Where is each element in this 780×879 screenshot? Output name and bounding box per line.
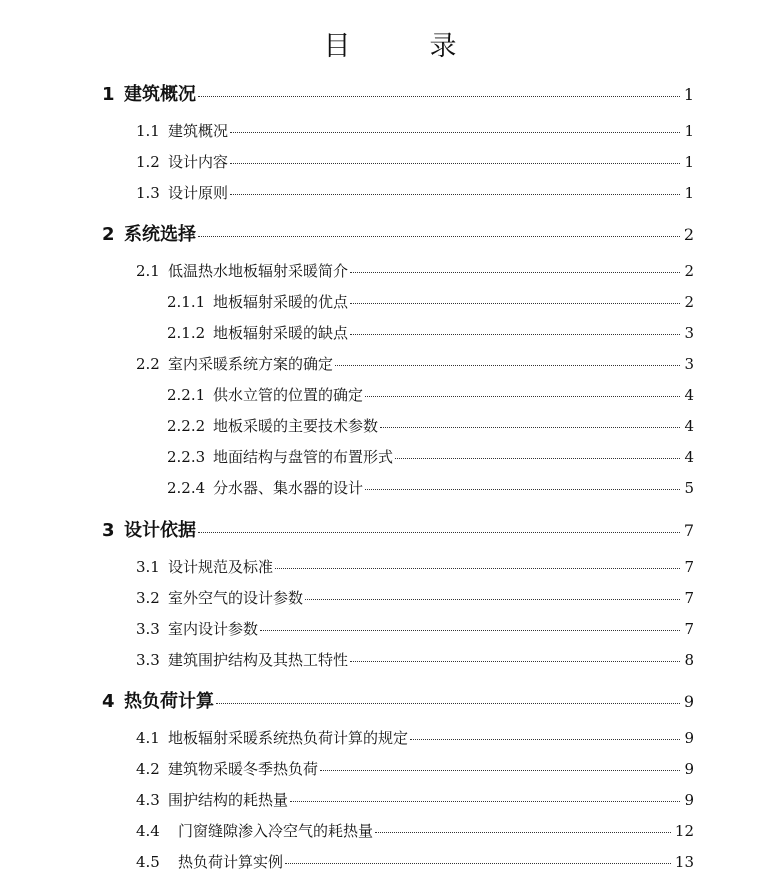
toc-number: 2.1 [136,262,160,280]
dot-leader [410,738,680,740]
toc-number: 2.2 [136,355,160,373]
toc-entry-3-1[interactable] [136,556,694,577]
dot-leader [320,769,680,771]
toc-page-number: 9 [684,791,694,809]
toc-page-number: 3 [684,355,694,373]
toc-number: 2.2.4 [167,479,206,497]
toc-title: 系统选择 [124,224,196,245]
toc-number: 2.1.2 [167,324,206,342]
toc-page-number: 1 [683,85,694,104]
toc-page-number: 2 [684,262,694,280]
toc-number: 2.1.1 [167,293,206,311]
toc-entry-4[interactable] [102,687,694,713]
toc-entry-2-1-1[interactable] [167,291,694,312]
toc-entry-3-3[interactable] [136,618,694,639]
dot-leader [350,271,680,273]
toc-number: 3.2 [136,589,160,607]
dot-leader [285,862,671,864]
toc-number: 2.2.1 [167,386,206,404]
toc-title: 低温热水地板辐射采暖简介 [168,262,349,280]
toc-number: 2.2.2 [167,417,206,435]
dot-leader [260,629,680,631]
toc-page-number: 12 [674,822,694,840]
toc-entry-3-2[interactable] [136,587,694,608]
dot-leader [350,660,680,662]
toc-number: 2.2.3 [167,448,206,466]
toc-entry-2-1-2[interactable] [167,322,694,343]
toc-page-number: 7 [684,558,694,576]
toc-number: 1.1 [136,122,160,140]
dot-leader [395,457,680,459]
toc-entry-2-2-4[interactable] [167,477,694,498]
toc-page-number: 3 [684,324,694,342]
dot-leader [198,235,680,237]
dot-leader [198,95,680,97]
toc-entry-2-2-1[interactable] [167,384,694,405]
toc-page-number: 5 [684,479,694,497]
toc-entry-1-1[interactable] [136,120,694,141]
toc-number: 3.3 [136,651,160,669]
toc-number: 3.1 [136,558,160,576]
toc-page-number: 7 [684,589,694,607]
dot-leader [216,702,680,704]
toc-entry-1-2[interactable] [136,151,694,172]
toc-title: 室内采暖系统方案的确定 [168,355,334,373]
toc-title: 地板采暖的主要技术参数 [213,417,379,435]
toc-number: 4.2 [136,760,160,778]
dot-leader [380,426,680,428]
toc-page-number: 9 [684,760,694,778]
toc-number: 1.3 [136,184,160,202]
toc-title: 分水器、集水器的设计 [213,479,364,497]
toc-entry-4-5[interactable] [136,851,694,872]
toc-entry-4-1[interactable] [136,727,694,748]
toc-number: 3 [102,520,115,541]
toc-title: 门窗缝隙渗入冷空气的耗热量 [178,822,374,840]
toc-title: 设计依据 [124,520,196,541]
dot-leader [375,831,671,833]
dot-leader [350,333,680,335]
toc-title: 建筑围护结构及其热工特性 [168,651,349,669]
toc-title: 建筑物采暖冬季热负荷 [168,760,319,778]
toc-page-number: 2 [683,225,694,244]
toc-title: 热负荷计算实例 [178,853,284,871]
page-title: 目 录 [323,31,483,62]
dot-leader [230,131,680,133]
toc-title: 热负荷计算 [124,691,214,712]
dot-leader [365,395,680,397]
toc-entry-2-1[interactable] [136,260,694,281]
toc-number: 3.3 [136,620,160,638]
toc-page-number: 9 [683,692,694,711]
toc-title: 设计原则 [168,184,229,202]
toc-page-number: 8 [684,651,694,669]
toc-title: 室外空气的设计参数 [168,589,304,607]
dot-leader [335,364,680,366]
dot-leader [350,302,680,304]
toc-title: 供水立管的位置的确定 [213,386,364,404]
toc-entry-3-3b[interactable] [136,649,694,670]
toc-number: 4.3 [136,791,160,809]
toc-title: 地板辐射采暖系统热负荷计算的规定 [168,729,409,747]
toc-entry-1[interactable] [102,80,694,106]
toc-entry-2-2[interactable] [136,353,694,374]
dot-leader [290,800,680,802]
toc-page-number: 4 [684,417,694,435]
toc-entry-2-2-3[interactable] [167,446,694,467]
toc-page-number: 1 [684,122,694,140]
toc-number: 1 [102,84,115,105]
toc-entry-4-2[interactable] [136,758,694,779]
toc-number: 4.5 [136,853,160,871]
dot-leader [305,598,680,600]
toc-page-number: 4 [684,386,694,404]
toc-title: 设计内容 [168,153,229,171]
toc-page-number: 13 [674,853,694,871]
toc-number: 4 [102,691,115,712]
toc-number: 4.4 [136,822,160,840]
dot-leader [230,193,680,195]
toc-entry-3[interactable] [102,516,694,542]
dot-leader [275,567,680,569]
toc-entry-4-4[interactable] [136,820,694,841]
toc-page-number: 2 [684,293,694,311]
toc-page-number: 9 [684,729,694,747]
toc-title: 建筑概况 [124,84,196,105]
toc-page-number: 1 [684,184,694,202]
toc-number: 2 [102,224,115,245]
toc-number: 4.1 [136,729,160,747]
toc-entry-2[interactable] [102,220,694,246]
dot-leader [198,531,680,533]
toc-title: 室内设计参数 [168,620,259,638]
toc-entry-1-3[interactable] [136,182,694,203]
toc-page-number: 7 [683,521,694,540]
toc-title: 围护结构的耗热量 [168,791,289,809]
toc-page-number: 1 [684,153,694,171]
toc-entry-4-3[interactable] [136,789,694,810]
toc-title: 设计规范及标准 [168,558,274,576]
toc-title: 地板辐射采暖的优点 [213,293,349,311]
toc-title: 建筑概况 [168,122,229,140]
dot-leader [230,162,680,164]
toc-entry-2-2-2[interactable] [167,415,694,436]
toc-page-number: 7 [684,620,694,638]
toc-number: 1.2 [136,153,160,171]
toc-page-number: 4 [684,448,694,466]
toc-title: 地板辐射采暖的缺点 [213,324,349,342]
dot-leader [365,488,680,490]
toc-title: 地面结构与盘管的布置形式 [213,448,394,466]
